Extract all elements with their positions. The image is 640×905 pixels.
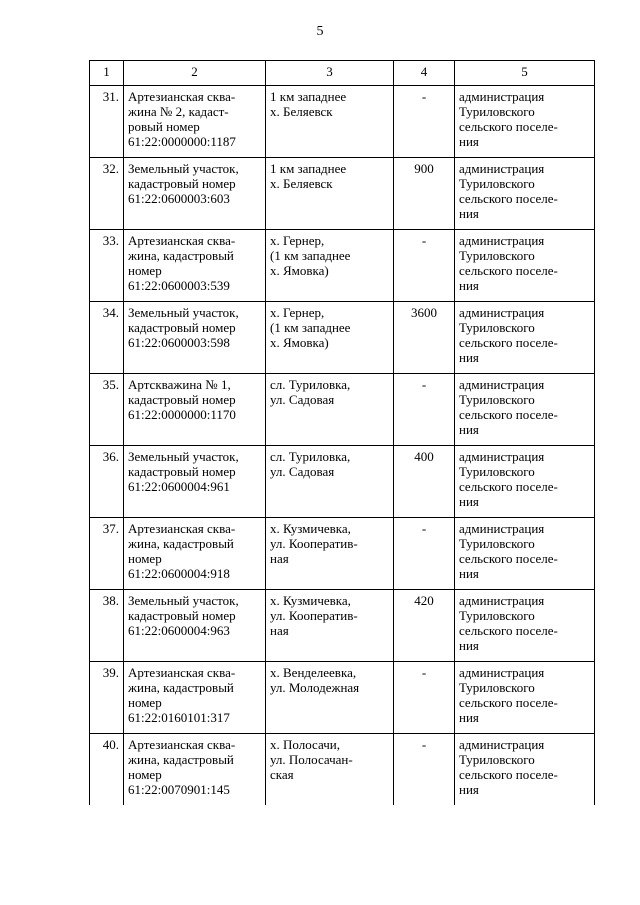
column-header: 4 — [394, 61, 455, 86]
location-cell: 1 км западнее х. Беляевск — [266, 158, 394, 230]
row-number-cell: 32. — [90, 158, 124, 230]
owner-cell: администрация Туриловского сельского поселе- ния — [455, 158, 595, 230]
page-number: 5 — [316, 24, 324, 39]
location-cell: 1 км западнее х. Беляевск — [266, 86, 394, 158]
owner-cell: администрация Туриловского сельского поселе- ния — [455, 302, 595, 374]
row-number-cell: 37. — [90, 518, 124, 590]
table-row — [90, 230, 595, 302]
object-description-cell: Артскважина № 1, кадастровый номер 61:22:0000000:1170 — [124, 374, 266, 446]
location-cell: х. Гернер, (1 км западнее х. Ямовка) — [266, 230, 394, 302]
table-row — [90, 86, 595, 158]
location-cell: х. Полосачи, ул. Полосачан- ская — [266, 734, 394, 806]
row-number-cell: 34. — [90, 302, 124, 374]
owner-cell: администрация Туриловского сельского поселе- ния — [455, 86, 595, 158]
area-cell: - — [394, 734, 455, 806]
object-description-cell: Артезианская сква- жина, кадастровый номер 61:22:0070901:145 — [124, 734, 266, 806]
table-row — [90, 662, 595, 734]
owner-cell: администрация Туриловского сельского поселе- ния — [455, 662, 595, 734]
object-description-cell: Артезианская сква- жина, кадастровый номер 61:22:0160101:317 — [124, 662, 266, 734]
row-number-cell: 36. — [90, 446, 124, 518]
object-description-cell: Земельный участок, кадастровый номер 61:22:0600003:603 — [124, 158, 266, 230]
owner-cell: администрация Туриловского сельского поселе- ния — [455, 518, 595, 590]
location-cell: сл. Туриловка, ул. Садовая — [266, 446, 394, 518]
location-cell: х. Гернер, (1 км западнее х. Ямовка) — [266, 302, 394, 374]
object-description-cell: Артезианская сква- жина, кадастровый номер 61:22:0600003:539 — [124, 230, 266, 302]
row-number-cell: 33. — [90, 230, 124, 302]
owner-cell: администрация Туриловского сельского поселе- ния — [455, 590, 595, 662]
owner-cell: администрация Туриловского сельского поселе- ния — [455, 230, 595, 302]
column-header: 2 — [124, 61, 266, 86]
table-row — [90, 590, 595, 662]
object-description-cell: Земельный участок, кадастровый номер 61:22:0600004:961 — [124, 446, 266, 518]
table-row — [90, 518, 595, 590]
table-header-row — [90, 61, 595, 86]
column-header: 5 — [455, 61, 595, 86]
row-number-cell: 38. — [90, 590, 124, 662]
area-cell: 400 — [394, 446, 455, 518]
row-number-cell: 39. — [90, 662, 124, 734]
owner-cell: администрация Туриловского сельского поселе- ния — [455, 446, 595, 518]
location-cell: х. Кузмичевка, ул. Кооператив- ная — [266, 590, 394, 662]
table-row — [90, 374, 595, 446]
location-cell: х. Венделеевка, ул. Молодежная — [266, 662, 394, 734]
area-cell: 3600 — [394, 302, 455, 374]
table-row — [90, 302, 595, 374]
owner-cell: администрация Туриловского сельского поселе- ния — [455, 374, 595, 446]
property-table — [89, 60, 595, 805]
area-cell: 900 — [394, 158, 455, 230]
area-cell: - — [394, 230, 455, 302]
object-description-cell: Артезианская сква- жина № 2, кадаст- ровый номер 61:22:0000000:1187 — [124, 86, 266, 158]
table-row — [90, 158, 595, 230]
area-cell: - — [394, 662, 455, 734]
column-header: 1 — [90, 61, 124, 86]
table-body — [90, 61, 595, 806]
owner-cell: администрация Туриловского сельского поселе- ния — [455, 734, 595, 806]
row-number-cell: 31. — [90, 86, 124, 158]
table-row — [90, 446, 595, 518]
location-cell: сл. Туриловка, ул. Садовая — [266, 374, 394, 446]
row-number-cell: 35. — [90, 374, 124, 446]
object-description-cell: Артезианская сква- жина, кадастровый номер 61:22:0600004:918 — [124, 518, 266, 590]
row-number-cell: 40. — [90, 734, 124, 806]
area-cell: 420 — [394, 590, 455, 662]
location-cell: х. Кузмичевка, ул. Кооператив- ная — [266, 518, 394, 590]
object-description-cell: Земельный участок, кадастровый номер 61:22:0600004:963 — [124, 590, 266, 662]
object-description-cell: Земельный участок, кадастровый номер 61:22:0600003:598 — [124, 302, 266, 374]
column-header: 3 — [266, 61, 394, 86]
table-row — [90, 734, 595, 806]
area-cell: - — [394, 86, 455, 158]
area-cell: - — [394, 374, 455, 446]
area-cell: - — [394, 518, 455, 590]
